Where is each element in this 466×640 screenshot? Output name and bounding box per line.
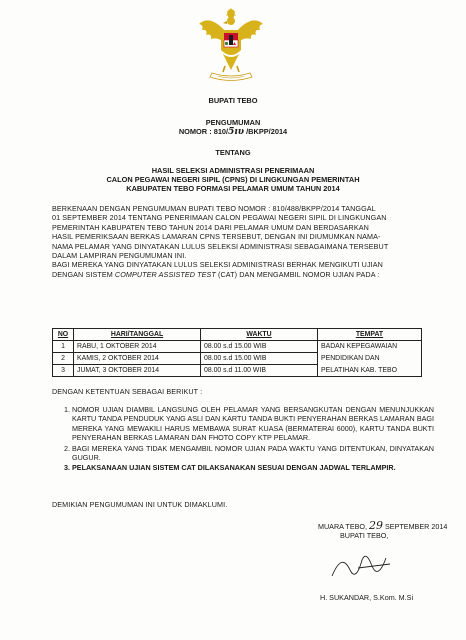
col-header-no: NO	[53, 329, 74, 341]
cell-no: 2	[53, 353, 74, 365]
document-number	[0, 127, 466, 137]
table-row	[53, 341, 422, 353]
intro-line: 01 SEPTEMBER 2014 TENTANG PENERIMAAN CALON PEGAWAI NEGERI SIPIL DI LINGKUNGAN	[52, 213, 387, 223]
instruction-italic: COMPUTER ASSISTED TEST	[114, 269, 216, 279]
month-year: SEPTEMBER 2014	[383, 522, 448, 531]
number-handwritten: 5ıυ	[228, 127, 245, 137]
instruction-suffix: (CAT) DAN MENGAMBIL NOMOR UJIAN PADA :	[215, 269, 380, 279]
number-suffix: /BKPP/2014	[244, 127, 288, 136]
cell-time: 08.00 s.d 15.00 WIB	[201, 353, 318, 365]
signature-title: BUPATI TEBO,	[340, 531, 389, 540]
cell-place: PENDIDIKAN DAN	[318, 353, 422, 365]
schedule-header-row	[53, 329, 422, 341]
instruction-prefix: DENGAN SISTEM	[52, 269, 115, 279]
number-prefix: NOMOR : 810/	[178, 127, 229, 136]
instruction-line-1: BAGI MEREKA YANG DINYATAKAN LULUS SELEKSI ADMINISTRASI BERHAK MENGIKUTI UJIAN	[52, 260, 383, 270]
subject-line-3: KABUPATEN TEBO FORMASI PELAMAR UMUM TAHUN 2014	[126, 184, 340, 193]
schedule-table	[52, 328, 422, 377]
list-item: 1. NOMOR UJIAN DIAMBIL LANGSUNG OLEH PELAMAR YANG BERSANGKUTAN DENGAN MENUNJUKKAN KARTU TANDA PENDUDUK YANG ASLI DAN KARTU TANDA BUKTI PENYERAHAN BERKAS LAMARAN BAGI MEREKA YANG MEWAKILI HARUS MEMBAWA SURAT KUASA (BERMATERAI 6000), KARTU TANDA BUKTI PENYERAHAN BERKAS LAMARAN DAN FHOTO COPY KTP PELAMAR.	[72, 405, 434, 443]
intro-line: HASIL PEMERIKSAAN BERKAS LAMARAN CPNS TERSEBUT, DENGAN INI DIUMUMKAN NAMA-	[52, 232, 381, 242]
subject-line-1: HASIL SELEKSI ADMINISTRASI PENERIMAAN	[151, 166, 315, 175]
instruction-line-2	[52, 270, 424, 279]
authority-title: BUPATI TEBO	[208, 96, 258, 105]
table-row	[53, 353, 422, 365]
table-row	[53, 365, 422, 377]
cell-date: JUMAT, 3 OKTOBER 2014	[74, 365, 201, 377]
garuda-emblem-icon	[196, 6, 266, 88]
cell-time: 08.00 s.d 11.00 WIB	[201, 365, 318, 377]
cell-place: BADAN KEPEGAWAIAN	[318, 341, 422, 353]
cell-no: 1	[53, 341, 74, 353]
subject-line-2: CALON PEGAWAI NEGERI SIPIL (CPNS) DI LINGKUNGAN PEMERINTAH	[106, 175, 360, 184]
subject-label: TENTANG	[215, 148, 251, 157]
intro-line: BERKENAAN DENGAN PENGUMUMAN BUPATI TEBO NOMOR : 810/488/BKPP/2014 TANGGAL	[52, 204, 376, 213]
signature-scribble-icon	[328, 546, 398, 586]
signatory-name: H. SUKANDAR, S.Kom. M.Si	[320, 593, 414, 602]
col-header-time: WAKTU	[201, 329, 318, 341]
intro-line: DALAM LAMPIRAN PENGUMUMAN INI.	[52, 251, 187, 261]
signature-place-date	[318, 521, 447, 531]
list-item: 2. BAGI MEREKA YANG TIDAK MENGAMBIL NOMOR UJIAN PADA WAKTU YANG DITENTUKAN, DINYATAKAN GUGUR.	[72, 444, 434, 463]
col-header-date: HARI/TANGGAL	[74, 329, 201, 341]
cell-date: KAMIS, 2 OKTOBER 2014	[74, 353, 201, 365]
cell-no: 3	[53, 365, 74, 377]
day-handwritten: 29	[369, 519, 383, 532]
cell-date: RABU, 1 OKTOBER 2014	[74, 341, 201, 353]
intro-paragraph	[52, 204, 424, 279]
conditions-intro: DENGAN KETENTUAN SEBAGAI BERIKUT :	[52, 387, 203, 396]
document-type: PENGUMUMAN	[205, 118, 261, 127]
conditions-list	[60, 405, 434, 474]
closing-statement: DEMIKIAN PENGUMUMAN INI UNTUK DIMAKLUMI.	[52, 500, 228, 509]
intro-line: PEMERINTAH KABUPATEN TEBO TAHUN 2014 DARI PELAMAR UMUM DAN BERDASARKAN	[52, 222, 369, 232]
intro-line: NAMA PELAMAR YANG DINYATAKAN LULUS SELEKSI ADMINISTRASI SEBAGAIMANA TERSEBUT	[52, 241, 389, 251]
place-prefix: MUARA TEBO,	[318, 522, 369, 531]
cell-time: 08.00 s.d 15.00 WIB	[201, 341, 318, 353]
col-header-place: TEMPAT	[318, 329, 422, 341]
cell-place: PELATIHAN KAB. TEBO	[318, 365, 422, 377]
list-item: 3. PELAKSANAAN UJIAN SISTEM CAT DILAKSANAKAN SESUAI DENGAN JADWAL TERLAMPIR.	[72, 463, 434, 472]
